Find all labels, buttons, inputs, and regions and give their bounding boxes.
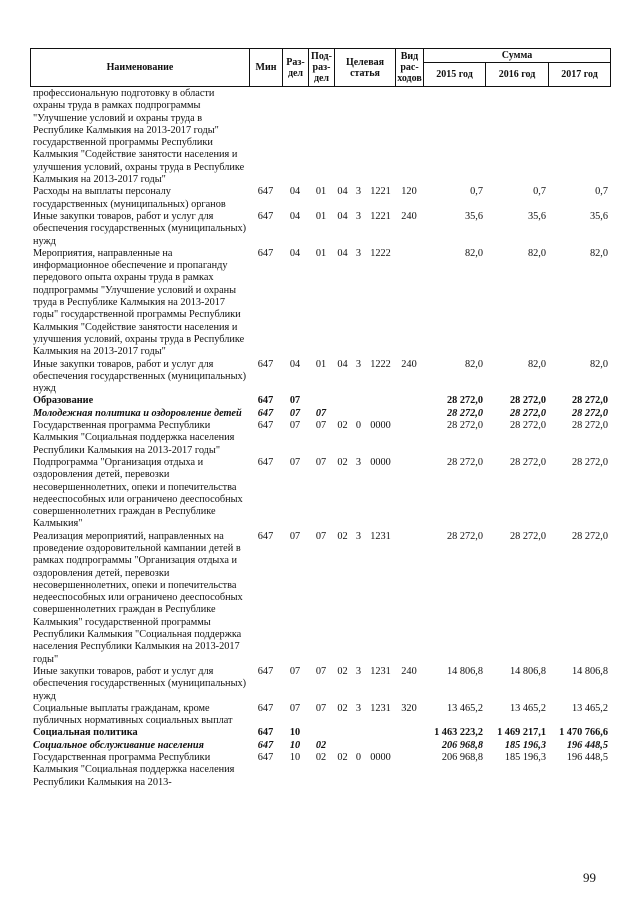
row-expense-type — [395, 395, 423, 407]
row-target-program: 04 — [337, 186, 348, 198]
row-sum-2015: 13 465,2 — [446, 702, 483, 714]
row-sum-2016: 28 272,0 — [509, 407, 546, 419]
row-min: 647 — [257, 530, 274, 542]
row-expense-type: 320 — [401, 702, 417, 714]
header-year-2015: 2015 год — [424, 63, 486, 87]
row-expense-type: 120 — [401, 186, 417, 198]
header-razdel: Раз-дел — [283, 49, 309, 87]
row-razdel: 04 — [289, 186, 301, 198]
row-target-program — [334, 395, 351, 407]
row-target-subprogram: 3 — [355, 530, 362, 542]
row-podrazdel: 07 — [315, 456, 327, 468]
row-min: 647 — [257, 752, 274, 764]
row-expense-type — [395, 531, 423, 666]
row-expense-type: 240 — [401, 358, 417, 370]
table-row — [30, 740, 610, 752]
row-expense-type — [395, 457, 423, 531]
table-body — [30, 88, 610, 789]
row-razdel: 07 — [289, 530, 301, 542]
row-target-direction — [366, 740, 395, 752]
row-min: 647 — [257, 247, 274, 259]
row-sum-2016: 82,0 — [527, 358, 546, 370]
row-target-direction: 1231 — [370, 665, 391, 677]
table-row — [30, 727, 610, 739]
row-target-program: 02 — [337, 665, 348, 677]
row-min: 647 — [257, 739, 274, 751]
row-sum-2015: 28 272,0 — [446, 456, 483, 468]
row-name: Иные закупки товаров, работ и услуг для обеспечения государственных (муниципальных) нужд — [33, 665, 247, 702]
row-sum-2017: 196 448,5 — [566, 752, 608, 764]
row-sum-2015: 28 272,0 — [446, 420, 483, 432]
row-sum-2016: 14 806,8 — [509, 665, 546, 677]
row-min: 647 — [257, 727, 274, 739]
row-target-direction: 0000 — [370, 456, 391, 468]
row-podrazdel: 02 — [315, 752, 327, 764]
row-target-program — [334, 88, 351, 186]
table-row — [30, 88, 610, 186]
row-sum-2017: 28 272,0 — [571, 456, 608, 468]
row-name: Государственная программа Республики Калмыкия "Социальная поддержка населения Республики Калмыкия на 2013- — [33, 752, 235, 788]
row-name: Государственная программа Республики Калмыкия "Социальная поддержка населения Республики Калмыкия на 2013-2017 годы" — [33, 420, 235, 456]
table-row — [30, 408, 610, 420]
row-sum-2015 — [423, 88, 485, 186]
row-name: Расходы на выплаты персоналу государственных (муниципальных) органов — [33, 186, 226, 210]
row-sum-2015: 14 806,8 — [446, 665, 483, 677]
row-razdel: 07 — [289, 395, 301, 407]
row-target-program: 04 — [337, 210, 348, 222]
row-target-direction — [366, 88, 395, 186]
row-name: Иные закупки товаров, работ и услуг для обеспечения государственных (муниципальных) нужд — [33, 358, 247, 395]
row-razdel: 04 — [289, 210, 301, 222]
row-min: 647 — [257, 186, 274, 198]
row-target-program — [334, 408, 351, 420]
row-razdel: 07 — [289, 420, 301, 432]
row-target-direction: 0000 — [370, 752, 391, 764]
row-target-direction: 1221 — [370, 186, 391, 198]
row-target-subprogram — [351, 88, 366, 186]
table-row — [30, 248, 610, 359]
row-expense-type — [395, 752, 423, 789]
row-sum-2016: 28 272,0 — [509, 395, 546, 407]
header-podrazdel: Под-раз-дел — [309, 49, 335, 87]
row-sum-2015: 82,0 — [464, 247, 483, 259]
row-target-subprogram — [351, 395, 366, 407]
row-expense-type: 240 — [401, 210, 417, 222]
header-year-2017: 2017 год — [549, 63, 611, 87]
row-target-program: 02 — [337, 702, 348, 714]
row-sum-2016: 28 272,0 — [509, 456, 546, 468]
row-sum-2015: 28 272,0 — [446, 530, 483, 542]
row-podrazdel — [308, 727, 334, 739]
row-sum-2017: 82,0 — [589, 358, 608, 370]
row-name: Образование — [33, 395, 94, 407]
row-name: Подпрограмма "Организация отдыха и оздоровления детей, перевозки несовершеннолетних, опеки и попечительства недееспособных или ограничено дееспособных совершеннолетних граждан в Республике Калмыкия" — [33, 456, 243, 530]
row-expense-type — [395, 420, 423, 457]
row-sum-2017: 28 272,0 — [571, 420, 608, 432]
row-sum-2017: 82,0 — [589, 247, 608, 259]
row-target-subprogram: 3 — [355, 456, 362, 468]
row-target-direction: 1222 — [370, 247, 391, 259]
row-min: 647 — [257, 456, 274, 468]
row-sum-2017: 14 806,8 — [571, 665, 608, 677]
row-sum-2017 — [548, 88, 610, 186]
row-target-subprogram — [351, 408, 366, 420]
row-sum-2016: 0,7 — [533, 186, 546, 198]
row-sum-2016: 82,0 — [527, 247, 546, 259]
row-min: 647 — [257, 407, 274, 419]
row-target-program: 02 — [337, 752, 348, 764]
row-podrazdel: 01 — [315, 358, 327, 370]
row-target-program: 04 — [337, 247, 348, 259]
row-target-subprogram: 0 — [355, 752, 362, 764]
table-header — [30, 48, 611, 87]
row-min — [249, 88, 282, 186]
row-target-program: 04 — [337, 358, 348, 370]
row-sum-2015: 28 272,0 — [446, 395, 483, 407]
table-row — [30, 457, 610, 531]
row-target-direction — [366, 727, 395, 739]
row-name: Социальные выплаты гражданам, кроме публичных нормативных социальных выплат — [33, 702, 233, 727]
row-name: Иные закупки товаров, работ и услуг для обеспечения государственных (муниципальных) нужд — [33, 210, 247, 247]
row-sum-2017: 28 272,0 — [571, 407, 608, 419]
table-row — [30, 395, 610, 407]
row-sum-2017: 28 272,0 — [571, 530, 608, 542]
row-sum-2017: 13 465,2 — [571, 702, 608, 714]
row-sum-2017: 0,7 — [595, 186, 608, 198]
row-name: Мероприятия, направленные на информационное обеспечение и пропаганду передового опыта охраны труда в рамках подпрограммы "Улучшение условий и охраны труда в Республике Калмыкия на 2013-2017 годы" государственной программы Республики Калмыкия "Содействие занятости населения и улучшения условий, охраны труда в Республике Калмыкия на 2013-2017 годы" — [33, 247, 245, 358]
table-row — [30, 359, 610, 396]
row-sum-2016: 13 465,2 — [509, 702, 546, 714]
row-target-subprogram: 3 — [355, 210, 362, 222]
row-sum-2016: 28 272,0 — [509, 530, 546, 542]
row-razdel: 04 — [289, 247, 301, 259]
row-razdel — [282, 88, 308, 186]
row-razdel: 10 — [289, 752, 301, 764]
row-target-subprogram: 3 — [355, 358, 362, 370]
row-target-subprogram: 3 — [355, 665, 362, 677]
row-razdel: 04 — [289, 358, 301, 370]
row-podrazdel: 01 — [315, 186, 327, 198]
header-name: Наименование — [31, 49, 250, 87]
row-sum-2015: 206 968,8 — [441, 739, 483, 751]
row-podrazdel: 02 — [315, 739, 327, 751]
row-min: 647 — [257, 665, 274, 677]
row-podrazdel: 01 — [315, 210, 327, 222]
page-number: 99 — [583, 870, 596, 885]
table-row — [30, 703, 610, 728]
row-target-program: 02 — [337, 456, 348, 468]
row-sum-2015: 0,7 — [470, 186, 483, 198]
row-expense-type — [395, 248, 423, 359]
row-sum-2015: 1 463 223,2 — [434, 727, 483, 739]
row-razdel: 10 — [289, 727, 301, 739]
row-razdel: 07 — [289, 702, 301, 714]
row-razdel: 07 — [289, 456, 301, 468]
row-podrazdel: 01 — [315, 247, 327, 259]
row-sum-2015: 35,6 — [464, 210, 483, 222]
row-razdel: 10 — [289, 739, 301, 751]
row-sum-2016: 28 272,0 — [509, 420, 546, 432]
header-expense-type: Вид рас-ходов — [396, 49, 424, 87]
row-target-program — [334, 727, 351, 739]
row-target-direction — [366, 395, 395, 407]
row-name: Социальная политика — [33, 727, 138, 739]
row-sum-2016 — [485, 88, 548, 186]
row-name: Реализация мероприятий, направленных на проведение оздоровительной кампании детей в рамках подпрограммы "Организация отдыха и оздоровления детей, перевозки несовершеннолетних, опеки и попечительства недееспособных или ограничено дееспособных совершеннолетних граждан в Республике Калмыкия" государственной программы Республики Калмыкия "Социальная поддержка населения Республики Калмыкия на 2013-2017 годы" — [33, 530, 243, 665]
row-target-subprogram: 3 — [355, 247, 362, 259]
row-target-direction — [366, 408, 395, 420]
row-min: 647 — [257, 420, 274, 432]
row-name: профессиональную подготовку в области охраны труда в рамках подпрограммы "Улучшение условий и охраны труда в Республике Калмыкия на 2013-2017 годы" государственной программы Республики Калмыкия "Содействие занятости населения и улучшения условий, охраны труда в Республике Калмыкия на 2013-2017 годы" — [33, 88, 245, 186]
row-sum-2017: 28 272,0 — [571, 395, 608, 407]
row-razdel: 07 — [289, 407, 301, 419]
row-podrazdel: 07 — [315, 530, 327, 542]
row-target-direction: 0000 — [370, 420, 391, 432]
row-sum-2015: 82,0 — [464, 358, 483, 370]
row-min: 647 — [257, 358, 274, 370]
row-target-subprogram: 0 — [355, 420, 362, 432]
row-target-program — [334, 740, 351, 752]
row-target-subprogram — [351, 740, 366, 752]
row-sum-2017: 196 448,5 — [566, 739, 608, 751]
row-sum-2015: 206 968,8 — [441, 752, 483, 764]
row-podrazdel: 07 — [315, 665, 327, 677]
row-min: 647 — [257, 210, 274, 222]
row-razdel: 07 — [289, 665, 301, 677]
table-row — [30, 186, 610, 211]
header-year-2016: 2016 год — [486, 63, 549, 87]
header-min: Мин — [250, 49, 283, 87]
row-target-direction: 1222 — [370, 358, 391, 370]
header-sum: Сумма — [424, 49, 611, 63]
row-sum-2016: 185 196,3 — [504, 752, 546, 764]
row-target-direction: 1231 — [370, 702, 391, 714]
row-podrazdel — [308, 88, 334, 186]
row-expense-type — [395, 727, 423, 739]
row-sum-2016: 1 469 217,1 — [497, 727, 546, 739]
row-target-subprogram: 3 — [355, 702, 362, 714]
row-target-subprogram — [351, 727, 366, 739]
row-sum-2015: 28 272,0 — [446, 407, 483, 419]
row-expense-type: 240 — [401, 665, 417, 677]
table-row — [30, 211, 610, 248]
table-row — [30, 752, 610, 789]
row-podrazdel: 07 — [315, 702, 327, 714]
table-row — [30, 531, 610, 666]
row-podrazdel — [308, 395, 334, 407]
row-min: 647 — [257, 702, 274, 714]
row-target-program: 02 — [337, 530, 348, 542]
header-target-article: Целевая статья — [335, 49, 396, 87]
row-sum-2016: 185 196,3 — [504, 739, 546, 751]
row-name: Социальное обслуживание населения — [33, 739, 204, 751]
row-target-direction: 1221 — [370, 210, 391, 222]
row-target-subprogram: 3 — [355, 186, 362, 198]
row-name: Молодежная политика и оздоровление детей — [33, 407, 242, 419]
row-sum-2017: 35,6 — [589, 210, 608, 222]
row-podrazdel: 07 — [315, 420, 327, 432]
table-row — [30, 420, 610, 457]
row-expense-type — [395, 408, 423, 420]
row-expense-type — [395, 740, 423, 752]
row-target-program: 02 — [337, 420, 348, 432]
row-sum-2017: 1 470 766,6 — [559, 727, 608, 739]
row-expense-type — [395, 88, 423, 186]
row-podrazdel: 07 — [315, 407, 327, 419]
row-sum-2016: 35,6 — [527, 210, 546, 222]
row-min: 647 — [257, 395, 274, 407]
row-target-direction: 1231 — [370, 530, 391, 542]
table-row — [30, 666, 610, 703]
